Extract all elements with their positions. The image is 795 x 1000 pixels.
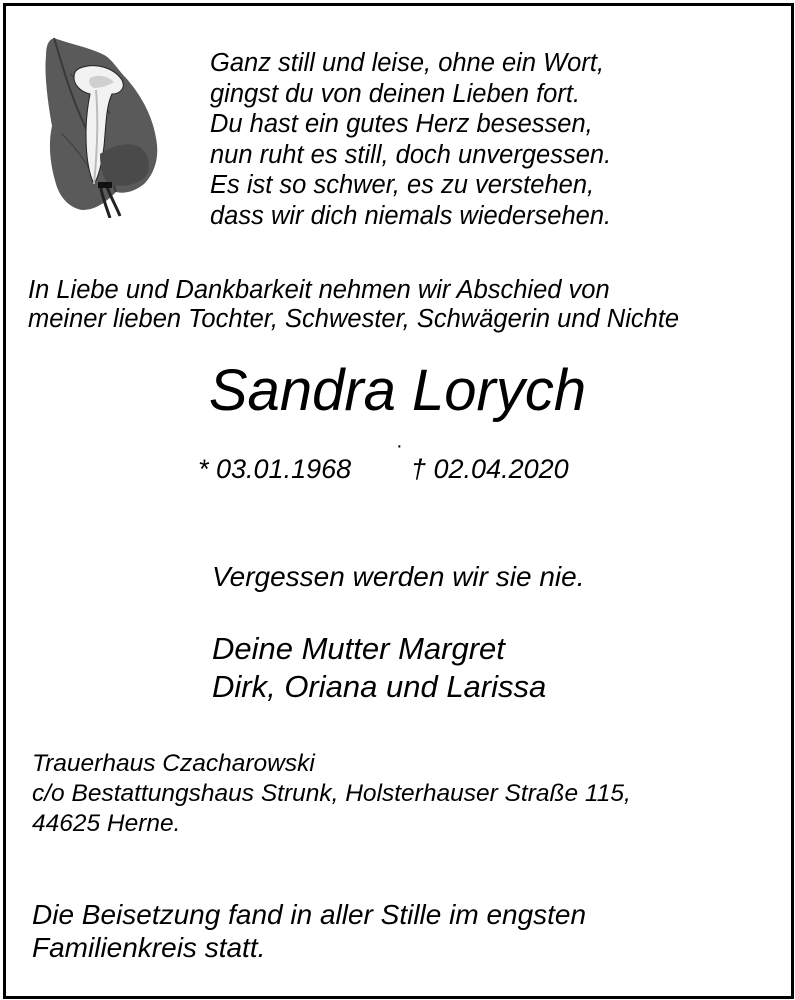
address-line: Trauerhaus Czacharowski (32, 750, 315, 777)
mourning-address (32, 749, 631, 839)
birth-date: * 03.01.1968 (198, 454, 352, 484)
poem-line: Es ist so schwer, es zu verstehen, (210, 171, 595, 199)
motto: Vergessen werden wir sie nie. (212, 561, 585, 592)
burial-line: Familienkreis statt. (32, 932, 266, 963)
poem-line: dass wir dich niemals wiedersehen. (210, 201, 612, 230)
burial-line: Die Beisetzung fand in aller Stille im engsten (32, 899, 587, 930)
signature-line: Dirk, Oriana und Larissa (212, 669, 547, 704)
poem (210, 48, 611, 231)
address-line: 44625 Herne. (32, 810, 181, 837)
calla-lily-icon (40, 34, 162, 218)
date-separator: · (396, 435, 403, 457)
farewell-intro (28, 276, 679, 334)
poem-line: nun ruht es still, doch unvergessen. (210, 140, 612, 169)
poem-line: Du hast ein gutes Herz besessen, (210, 110, 593, 138)
intro-line: meiner lieben Tochter, Schwester, Schwägerin und Nichte (28, 305, 680, 333)
poem-line: Ganz still und leise, ohne ein Wort, (210, 49, 605, 77)
address-line: c/o Bestattungshaus Strunk, Holsterhauser Straße 115, (32, 780, 631, 807)
deceased-name: Sandra Lorych (208, 358, 587, 423)
intro-line: In Liebe und Dankbarkeit nehmen wir Abschied von (28, 276, 610, 304)
death-date: † 02.04.2020 (411, 454, 569, 484)
burial-notice (32, 898, 586, 964)
poem-line: gingst du von deinen Lieben fort. (210, 79, 581, 108)
signature-line: Deine Mutter Margret (212, 631, 505, 666)
signature (212, 630, 546, 706)
